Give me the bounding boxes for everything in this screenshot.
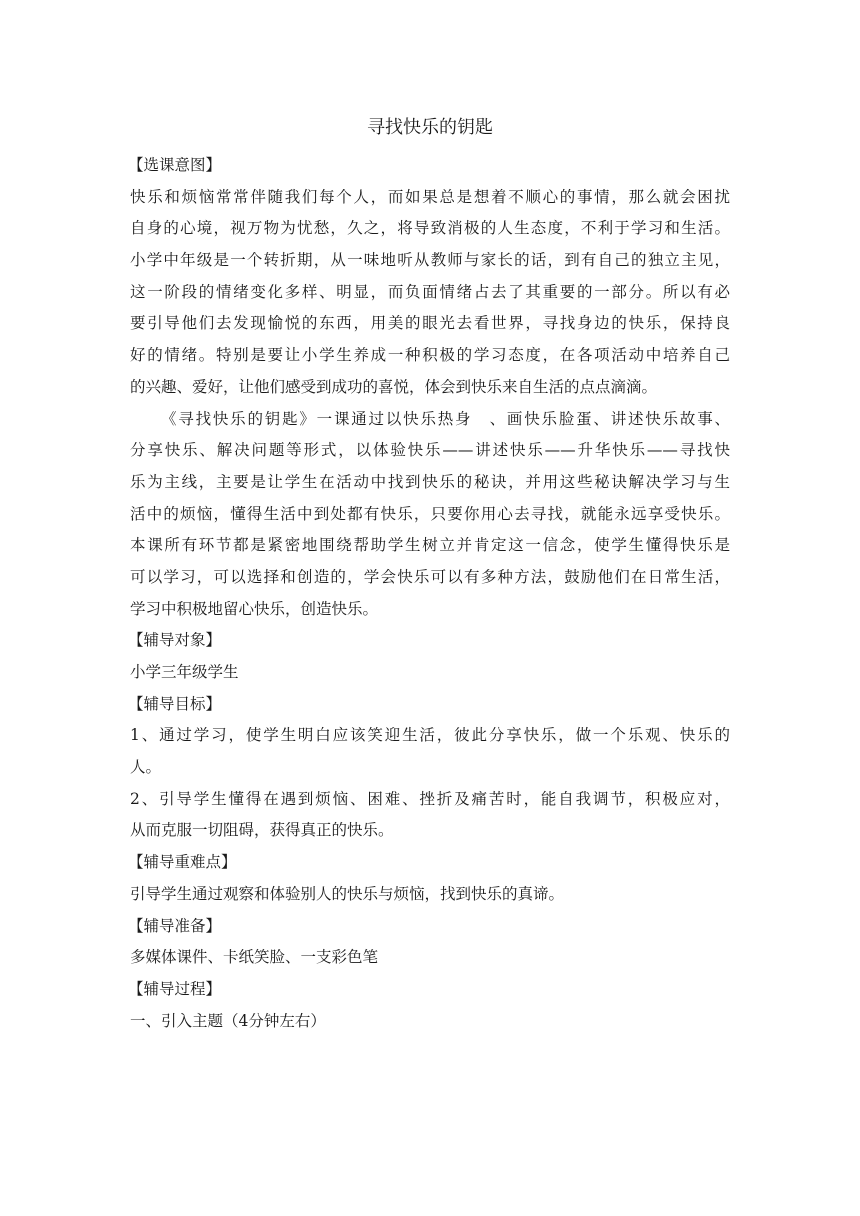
paragraph-line: 活中的烦恼，懂得生活中到处都有快乐，只要你用心去寻找，就能永远享受快乐。 <box>130 504 730 523</box>
section-heading-preparation: 【辅导准备】 <box>128 916 222 935</box>
paragraph-line: 可以学习，可以选择和创造的，学会快乐可以有多种方法，鼓励他们在日常生活， <box>130 567 730 586</box>
paragraph-line: 的兴趣、爱好，让他们感受到成功的喜悦，体会到快乐来自生活的点点滴滴。 <box>130 377 658 396</box>
paragraph-line: 分享快乐、解决问题等形式，以体验快乐——讲述快乐——升华快乐——寻找快 <box>130 441 730 460</box>
goal-line: 2、引导学生懂得在遇到烦恼、困难、挫折及痛苦时，能自我调节，积极应对， <box>130 789 730 808</box>
document-title: 寻找快乐的钥匙 <box>367 117 493 138</box>
section-heading-target: 【辅导对象】 <box>128 631 222 650</box>
goal-line: 1、通过学习，使学生明白应该笑迎生活，彼此分享快乐，做一个乐观、快乐的 <box>130 726 730 745</box>
goal-line: 人。 <box>130 758 162 777</box>
paragraph-line: 自身的心境，视万物为忧愁，久之，将导致消极的人生态度，不利于学习和生活。 <box>130 219 730 238</box>
intent-paragraph <box>130 182 730 404</box>
section-heading-intent: 【选课意图】 <box>128 156 222 174</box>
paragraph-line: 小学中年级是一个转折期，从一味地听从教师与家长的话，到有自己的独立主见， <box>130 251 730 270</box>
goal-line: 从而克服一切阻碍，获得真正的快乐。 <box>130 821 394 840</box>
process-step-1: 一、引入主题（4分钟左右） <box>130 1011 326 1030</box>
key-point-text: 引导学生通过观察和体验别人的快乐与烦恼，找到快乐的真谛。 <box>130 884 565 903</box>
target-text: 小学三年级学生 <box>130 663 239 681</box>
paragraph-line: 本课所有环节都是紧密地围绕帮助学生树立并肯定这一信念，使学生懂得快乐是 <box>130 536 730 555</box>
paragraph-line: 乐为主线，主要是让学生在活动中找到快乐的秘诀，并用这些秘诀解决学习与生 <box>130 472 730 491</box>
paragraph-line: 快乐和烦恼常常伴随我们每个人，而如果总是想着不顺心的事情，那么就会困扰 <box>130 187 730 206</box>
paragraph-line: 《寻找快乐的钥匙》一课通过以快乐热身 、画快乐脸蛋、讲述快乐故事、 <box>161 409 730 428</box>
paragraph-line: 要引导他们去发现愉悦的东西，用美的眼光去看世界，寻找身边的快乐，保持良 <box>130 314 730 333</box>
section-heading-goals: 【辅导目标】 <box>128 694 222 713</box>
preparation-text: 多媒体课件、卡纸笑脸、一支彩色笔 <box>130 948 379 967</box>
design-paragraph <box>130 404 730 626</box>
paragraph-line: 好的情绪。特别是要让小学生养成一种积极的学习态度，在各项活动中培养自己 <box>130 346 730 365</box>
document-body <box>130 150 730 1037</box>
section-heading-process: 【辅导过程】 <box>128 979 222 998</box>
paragraph-line: 这一阶段的情绪变化多样、明显，而负面情绪占去了其重要的一部分。所以有必 <box>130 282 730 301</box>
section-heading-key-points: 【辅导重难点】 <box>128 853 237 872</box>
paragraph-line: 学习中积极地留心快乐，创造快乐。 <box>130 599 379 618</box>
